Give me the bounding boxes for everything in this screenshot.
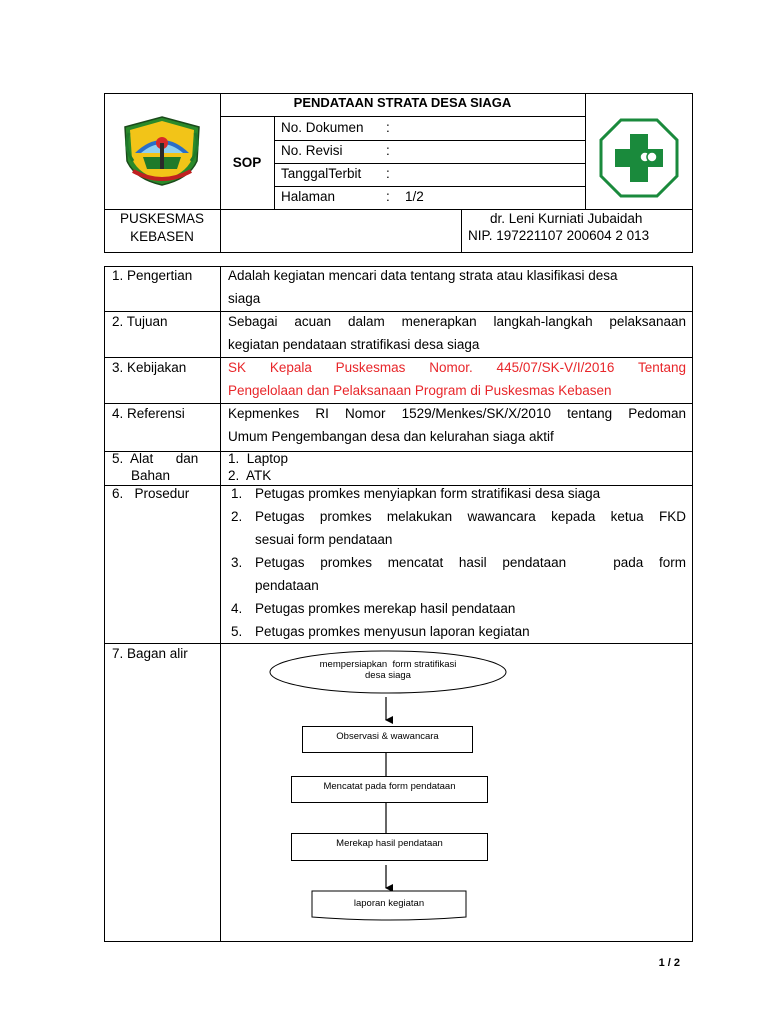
section-label: 6. Prosedur <box>112 486 190 501</box>
sop-label: SOP <box>232 155 262 170</box>
section-label: Bahan <box>131 468 171 483</box>
section-text-line: Sebagai acuan dalam menerapkan langkah-langkah pelaksanaan <box>228 314 686 329</box>
step-text: Petugas promkes mencatat hasil pendataan pada form <box>255 555 686 570</box>
list-item: 2. ATK <box>228 468 272 483</box>
section-label: 1. Pengertian <box>112 268 193 283</box>
section-text-line: Kepmenkes RI Nomor 1529/Menkes/SK/X/2010 tentang Pedoman <box>228 406 686 421</box>
flow-end-text: laporan kegiatan <box>353 898 425 909</box>
section-label: 7. Bagan alir <box>112 646 188 661</box>
flow-start-text: mempersiapkan form stratifikasi desa siaga <box>319 659 457 681</box>
doc-field-label: No. Dokumen <box>281 120 364 135</box>
org-name: PUSKESMAS KEBASEN <box>119 211 205 244</box>
step-text: Petugas promkes menyiapkan form stratifikasi desa siaga <box>255 486 601 501</box>
section-label: 3. Kebijakan <box>112 360 187 375</box>
page-count-value: 1/2 <box>405 189 424 204</box>
signer-name: dr. Leni Kurniati Jubaidah <box>490 211 643 226</box>
step-number: 3. <box>231 555 243 570</box>
flow-step-text: Mencatat pada form pendataan <box>323 781 456 792</box>
flow-step-text: Observasi & wawancara <box>336 731 439 742</box>
list-item: 1. Laptop <box>228 451 289 466</box>
doc-field-sep: : <box>386 120 390 135</box>
step-text: Petugas promkes menyusun laporan kegiatan <box>255 624 530 639</box>
document-title: PENDATAAN STRATA DESA SIAGA <box>293 95 512 110</box>
doc-field-label: Halaman <box>281 189 336 204</box>
section-text-line: Adalah kegiatan mencari data tentang strata atau klasifikasi desa <box>228 268 618 283</box>
doc-field-label: TanggalTerbit <box>281 166 362 181</box>
step-text: Petugas promkes melakukan wawancara kepada ketua FKD <box>255 509 686 524</box>
step-number: 1. <box>231 486 243 501</box>
doc-field-sep: : <box>386 189 390 204</box>
section-text-line: siaga <box>228 291 261 306</box>
doc-field-label: No. Revisi <box>281 143 343 158</box>
section-label: 2. Tujuan <box>112 314 168 329</box>
step-number: 5. <box>231 624 243 639</box>
policy-text-line: SK Kepala Puskesmas Nomor. 445/07/SK-V/I/2016 Tentang <box>228 360 686 375</box>
signer-nip: NIP. 197221107 200604 2 013 <box>468 228 650 243</box>
step-text-cont: sesuai form pendataan <box>255 532 393 547</box>
step-number: 4. <box>231 601 243 616</box>
doc-field-sep: : <box>386 166 390 181</box>
section-text-line: Umum Pengembangan desa dan kelurahan siaga aktif <box>228 429 554 444</box>
flow-step-text: Merekap hasil pendataan <box>336 838 443 849</box>
step-number: 2. <box>231 509 243 524</box>
step-text-cont: pendataan <box>255 578 319 593</box>
section-text-line: kegiatan pendataan stratifikasi desa siaga <box>228 337 480 352</box>
page-number: 1 / 2 <box>658 957 680 969</box>
policy-text-line: Pengelolaan dan Pelaksanaan Program di Puskesmas Kebasen <box>228 383 612 398</box>
doc-field-sep: : <box>386 143 390 158</box>
step-text: Petugas promkes merekap hasil pendataan <box>255 601 516 616</box>
section-label: 5. Alat dan <box>112 451 199 466</box>
section-label: 4. Referensi <box>112 406 185 421</box>
